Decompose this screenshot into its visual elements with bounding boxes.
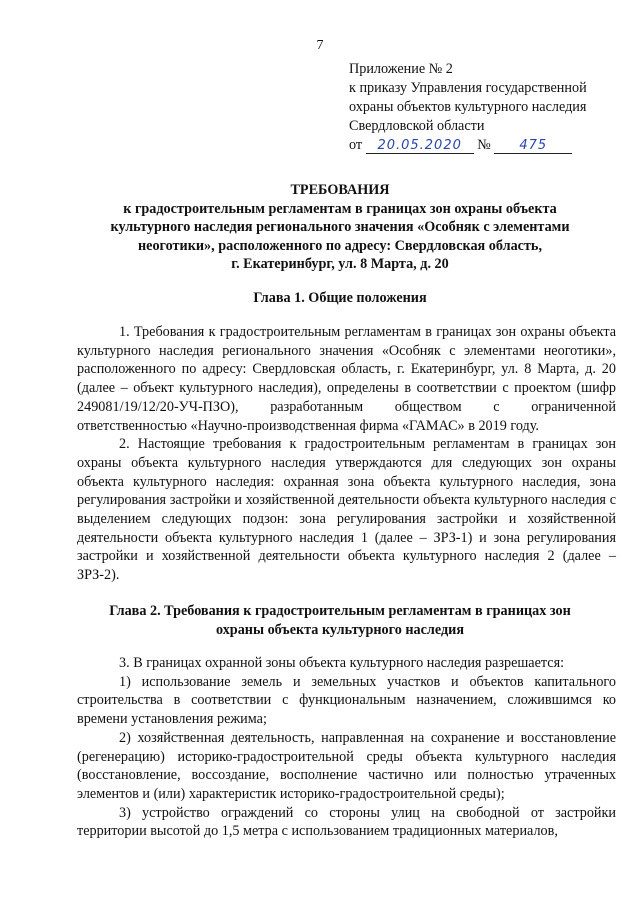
number-value: 475 (494, 138, 572, 154)
chapter-1-body (77, 323, 616, 585)
paragraph-3-item-1: 1) использование земель и земельных участков и объектов капитального строительства в соответствии с функциональным назначением, сложившимся ко времени установления режима; (77, 673, 616, 728)
annex-line-3: охраны объектов культурного наследия (349, 99, 587, 115)
date-prefix: от (349, 137, 363, 153)
title-line-2: культурного наследия регионального значения «Особняк с элементами (110, 219, 570, 236)
annex-line-2: к приказу Управления государственной (349, 80, 587, 96)
chapter-2-title-line-1: Глава 2. Требования к градостроительным регламентам в границах зон (109, 603, 571, 619)
chapter-2-body (77, 654, 616, 841)
title-line-1: к градостроительным регламентам в границах зон охраны объекта (123, 200, 557, 217)
annex-line-1: Приложение № 2 (349, 61, 453, 77)
annex-line-4: Свердловской области (349, 118, 485, 134)
number-prefix: № (477, 137, 491, 153)
chapter-2-title (60, 602, 620, 639)
paragraph-3: 3. В границах охранной зоны объекта культурного наследия разрешается: (119, 655, 565, 671)
annex-header (349, 60, 629, 155)
page-number: 7 (316, 38, 324, 53)
document-title (60, 181, 620, 274)
annex-date-line (349, 136, 629, 155)
chapter-2-title-line-2: охраны объекта культурного наследия (215, 621, 465, 638)
paragraph-3-item-3: 3) устройство ограждений со стороны улиц на свободной от застройки территории высотой до 1,5 метра с использованием традиционных материалов, (77, 804, 616, 840)
title-line-4: г. Екатеринбург, ул. 8 Марта, д. 20 (231, 256, 449, 273)
date-value: 20.05.2020 (366, 138, 474, 154)
paragraph-1: 1. Требования к градостроительным регламентам в границах зон охраны объекта культурного наследия регионального значения «Особняк с элементами неоготики», расположенного по адресу: Свердловская область, г. Екатеринбург, ул. 8 Марта, д. 20 (далее – объект культурного наследия), определены в соответствии с проектом (шифр 249081/19/12/20-УЧ-ПЗО), разработанным обществом с ограниченной ответственностью «Научно-производственная фирма «ГАМАС» в 2019 году. (77, 324, 616, 434)
paragraph-2: 2. Настоящие требования к градостроительным регламентам в границах зон охраны объекта культурного наследия утверждаются для следующих зон охраны объекта культурного наследия: охранная зона объекта культурного наследия, зона регулирования застройки и хозяйственной деятельности объекта культурного наследия с выделением следующих подзон: зона регулирования застройки и хозяйственной деятельности объекта культурного наследия 1 (далее – ЗРЗ-1) и зона регулирования застройки и хозяйственной деятельности объекта культурного наследия 2 (далее – ЗРЗ-2). (77, 436, 616, 584)
paragraph-3-item-2: 2) хозяйственная деятельность, направленная на сохранение и восстановление (регенерацию) историко-градостроительной среды объекта культурного наследия (восстановление, воссоздание, восполнение частично или полностью утраченных элементов и (или) характеристик историко-градостроительной среды); (77, 729, 616, 802)
chapter-1-title: Глава 1. Общие положения (253, 290, 427, 306)
title-line-3: неоготики», расположенного по адресу: Свердловская область, (137, 237, 542, 254)
title-main: ТРЕБОВАНИЯ (290, 182, 390, 198)
